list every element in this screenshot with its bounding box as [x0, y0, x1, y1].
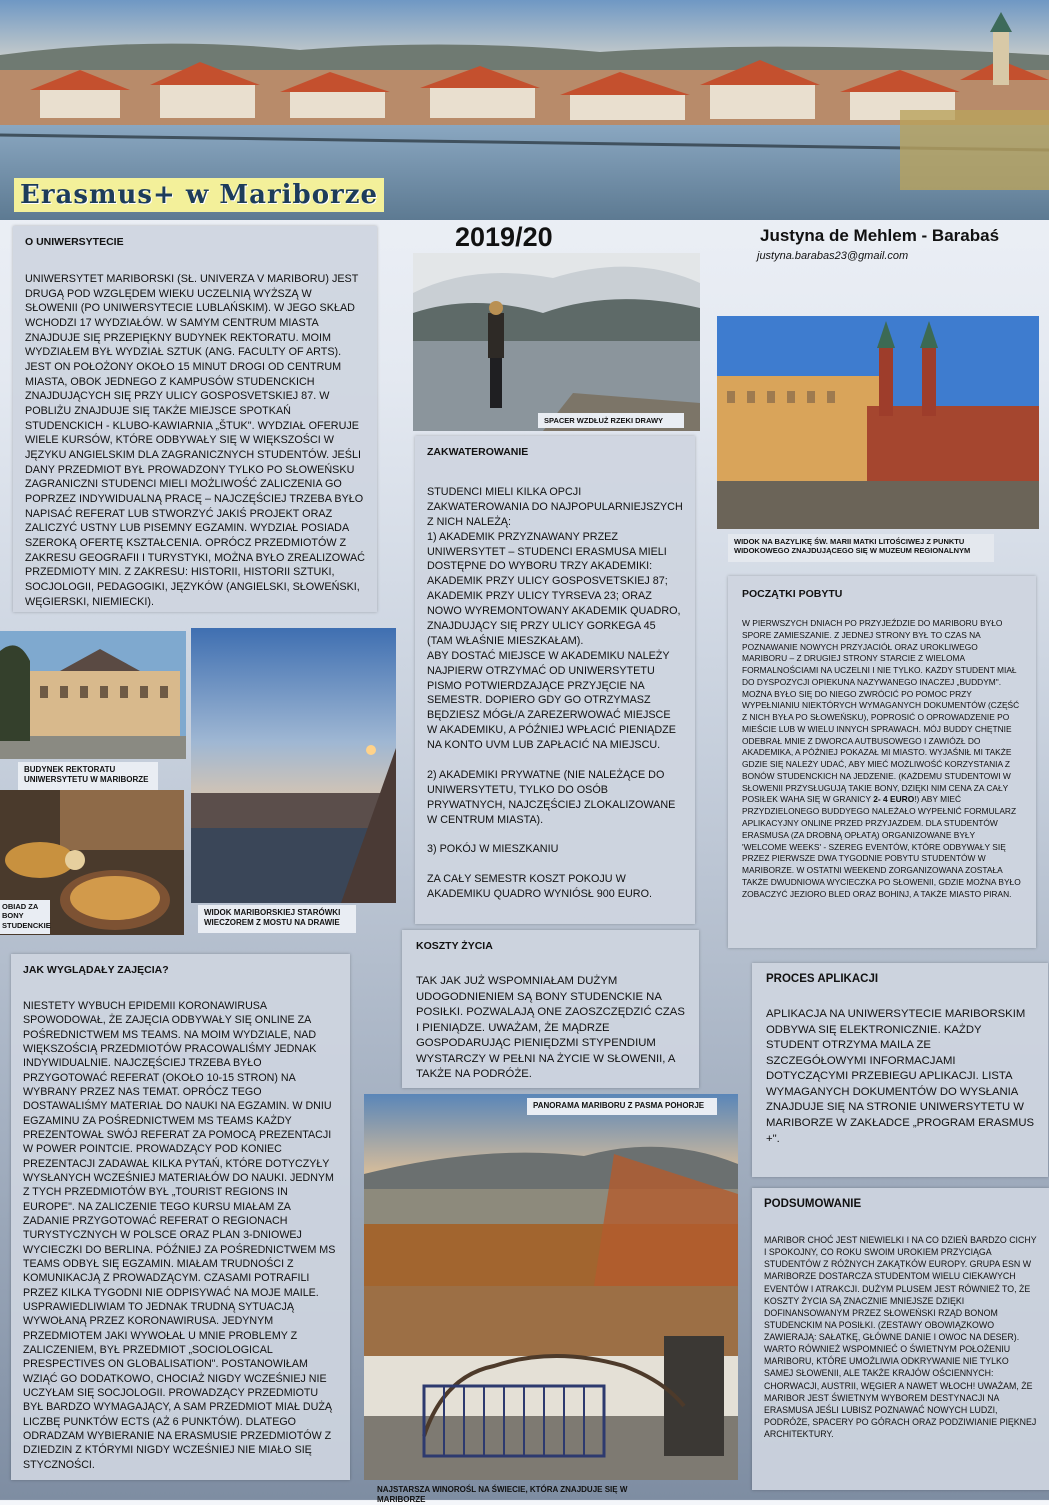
photo-oldest-vine — [364, 1286, 738, 1480]
basilica-illustration — [717, 316, 1039, 529]
section-heading: JAK WYGLĄDAŁY ZAJĘCIA? — [23, 964, 169, 976]
section-body: STUDENCI MIELI KILKA OPCJI ZAKWATEROWANIA DO NAJPOPULARNIEJSZYCH Z NICH NALEŻĄ: 1) AKADEMIK PRZYZNAWANY PRZEZ UNIWERSYTET – STUDENCI ERASMUSA MIELI DOSTĘPNE DO WYBORU TRZY AKADEMIKI: AKADEMIK PRZY ULICY GOSPOSVETSKIEJ 87; AKADEMIK PRZY ULICY TYRSEVA 23; ORAZ NOWO WYREMONTOWANY AKADEMIK QUADRO, ZNAJDUJĄCY SIĘ PRZY ULICY GORKEGA 45 (TAM WŁAŚNIE MIESZKAŁAM). ABY DOSTAĆ MIEJSCE W AKADEMIKU NALEŻY NAJPIERW OTRZYMAĆ OD UNIWERSYTETU PISMO POTWIERDZAJĄCE PRZYJĘCIE NA SEMESTR. DOPIERO GDY GO OTRZYMASZ BĘDZIESZ MÓGŁ/A ZAREZERWOWAĆ MIEJSCE W AKADEMIKU, A PÓŹNIEJ WPŁACIĆ PIENIĄDZE NA KONTO UVM LUB ZAPŁACIĆ NA MIEJSCU. 2) AKADEMIKI PRYWATNE (NIE NALEŻĄCE DO UNIWERSYTETU, TYLKO DO OSÓB PRYWATNYCH, NAJCZĘŚCIEJ ZLOKALIZOWANE W CENTRUM MIASTA). 3) POKÓJ W MIESZKANIU ZA CAŁY SEMESTR KOSZT POKOJU W AKADEMIKU QUADRO WYNIÓSŁ 900 EURO. — [427, 486, 683, 901]
section-body: MARIBOR CHOĆ JEST NIEWIELKI I NA CO DZIEŃ BARDZO CICHY I SPOKOJNY, CO ROKU SWOIM UROKIEM PRZYCIĄGA STUDENTÓW Z RÓŻNYCH ZAKĄTKÓW EUROPY. GRUPA ESN W MARIBORZE DOSTARCZA STUDENTOM WIELU CIEKAWYCH EVENTÓW I ATRAKCJI. DUŻYM PLUSEM JEST RÓWNIEŻ TO, ŻE KOSZTY ŻYCIA SĄ ZNACZNIE MNIEJSZE DZIĘKI DOFINANSOWANYM PRZEZ SŁOWEŃSKI RZĄD BONOM STUDENCKIM NA POSIŁKI. (ZESTAWY OBOWIĄZKOWO ZAWIERAJĄ: SAŁATKĘ, GŁÓWNE DANIE I OWOC NA DESER). WARTO RÓWNIEŻ WSPOMNIEĆ O ŚWIETNYM POŁOŻENIU MARIBORU, KTÓRE UMOŻLIWIA ODKRYWANIE NIE TYLKO SAMEJ SŁOWENII, ALE TAKŻE KRAJÓW OŚCIENNYCH: CHORWACJI, AUSTRII, WĘGIER A NAWET WŁOCH! UWAŻAM, ŻE MARIBOR JEST ŚWIETNYM WYBOREM DESTYNACJI NA ERASMUSA JEŚLI LUBISZ POZNAWAĆ NOWYCH LUDZI, PODRÓŻE, SPACERY PO GÓRACH ORAZ PODZIWIANIE PIĘKNEJ ARCHITEKTURY. — [764, 1235, 1037, 1439]
photo-rectorate — [0, 631, 186, 759]
section-classes — [11, 954, 350, 1480]
section-body — [742, 618, 1022, 900]
section-heading: ZAKWATEROWANIE — [427, 446, 529, 458]
section-heading: PODSUMOWANIE — [764, 1198, 862, 1210]
academic-year: 2019/20 — [455, 222, 553, 252]
caption-panorama: PANORAMA MARIBORU Z PASMA POHORJE — [527, 1098, 717, 1115]
photo-basilica — [717, 316, 1039, 529]
poster-title-text: Erasmus+ w Mariborze — [20, 180, 379, 210]
section-beginnings — [728, 576, 1036, 948]
caption-vine: NAJSTARSZA WINOROŚL NA ŚWIECIE, KTÓRA ZNAJDUJE SIĘ W MARIBORZE — [377, 1485, 628, 1504]
photo-panorama — [364, 1094, 738, 1286]
rectorate-illustration — [0, 631, 186, 759]
section-costs — [402, 930, 699, 1088]
section-body-start: W PIERWSZYCH DNIACH PO PRZYJEŹDZIE DO MARIBORU BYŁO SPORE ZAMIESZANIE. Z JEDNEJ STRONY BYŁ TO CZAS NA POZNAWANIE NOWYCH PRZYJACIÓŁ ORAZ UROKLIWEGO MARIBORU – Z DRUGIEJ STRONY STARCIE Z WIELOMA FORMALNOŚCIAMI NA UCZELNI I NIE TYLKO. KAŻDY STUDENT MIAŁ DO DYSPOZYCJI OPIEKUNA NAZYWANEGO INACZEJ „BUDDYM". MOŻNA BYŁO SIĘ DO NIEGO ZWRÓCIĆ PO POMOC PRZY WYPEŁNIANIU NIEKTÓRYCH WYMAGANYCH DOKUMENTÓW (CZĘŚĆ Z NICH BYŁA PO SŁOWEŃSKU), POPROSIĆ O OPROWADZENIE PO MIEŚCIE LUB W WIELU INNYCH SPRAWACH. MÓJ BUDDY CHĘTNIE ODEBRAŁ MNIE Z DWORCA AUTBUSOWEGO I ZAWIÓZŁ DO AKADEMIKA, A PÓŹNIEJ POKAZAŁ MI MIASTO. WYJAŚNIŁ MI TAKŻE GDZIE SIĘ NALEŻY UDAĆ, ABY MIEĆ MOŻLIWOŚĆ KORZYSTANIA Z BONÓW STUDENCKICH NA JEDZENIE. (KAŻDEMU STUDENTOWI W SŁOWENII PRZYSŁUGUJĄ TAKIE BONY, DZIĘKI NIM CENA ZA CAŁY POSIŁEK WAHA SIĘ W GRANICY — [742, 618, 1020, 805]
section-body: APLIKACJA NA UNIWERSYTECIE MARIBORSKIM ODBYWA SIĘ ELEKTRONICZNIE. KAŻDY STUDENT OTRZYMA MAILA ZE SZCZEGÓŁOWYMI INFORMACJAMI DOTYCZĄCYMI PRZEBIEGU APLIKACJI. LISTA WYMAGANYCH DOKUMENTÓW DO WYSŁANIA ZNAJDUJE SIĘ NA STRONIE UNIWERSYTETU W MARIBORZE W ZAKŁADCE „PROGRAM ERASMUS +". — [766, 1008, 1035, 1145]
section-body: TAK JAK JUŻ WSPOMNIAŁAM DUŻYM UDOGODNIENIEM SĄ BONY STUDENCKIE NA POSIŁKI. POZWALAJĄ ONE ZAOSZCZĘDZIĆ CZAS I PIENIĄDZE. UWAŻAM, ŻE MĄDRZE GOSPODARUJĄC PIENIĘDZMI STYPENDIUM WYSTARCZY W PEŁNI NA ŻYCIE W SŁOWENII, A TAKŻE NA PODRÓŻE. — [416, 975, 685, 1081]
section-application — [752, 963, 1048, 1177]
section-body: UNIWERSYTET MARIBORSKI (SŁ. UNIVERZA V MARIBORU) JEST DRUGĄ POD WZGLĘDEM WIEKU UCZELNIĄ WYŻSZĄ W SŁOWENII (PO UNIWERSYTECIE LUBLAŃSKIM). W JEGO SKŁAD WCHODZI 17 WYDZIAŁÓW. W SAMYM CENTRUM MIASTA ZNAJDUJE SIĘ PRZEPIĘKNY BUDYNEK REKTORATU. MOIM WYDZIAŁEM BYŁ WYDZIAŁ SZTUK (ANG. FACULTY OF ARTS). JEST ON POŁOŻONY OKOŁO 15 MINUT DROGI OD CENTRUM MIASTA, OBOK JEDNEGO Z KAMPUSÓW STUDENCKICH ZNAJDUJĄCYCH SIĘ PRZY ULICY GOSPOSVETSKIEJ 87. W POBLIŻU ZNAJDUJE SIĘ TAKŻE MIEJSCE SPOTKAŃ STUDENCKICH - KLUBO-KAWIARNIA „ŠTUK". WYDZIAŁ OFERUJE WIELE KURSÓW, KTÓRE ODBYWAŁY SIĘ W WIĘKSZOŚCI W JĘZYKU ANGIELSKIM DLA ZAGRANICZNYCH STUDENTÓW. JEŚLI DANY PRZEDMIOT BYŁ PROWADZONY TYLKO PO SŁOWEŃSKU ZAGRANICZNI STUDENCI MIELI MOŻLIWOŚĆ ZALICZENIA GO POPRZEZ INDYWIDUALNĄ PRACĘ – NAJCZĘŚCIEJ TRZEBA BYŁO NAPISAĆ REFERAT LUB STWORZYĆ JAKIŚ PROJEKT ORAZ ZALICZYĆ USTNY LUB PISEMNY EGZAMIN. WYDZIAŁ POSIADA SZEROKĄ OFERTĘ KSZTAŁCENIA. OPRÓCZ PRZEDMIOTÓW Z ZAKRESU GEOGRAFII I TURYSTYKI, MOŻNA BYŁO ZREALIZOWAĆ PRZEDMIOTY MIN. Z ZAKRESU: HISTORII, HISTORII SZTUKI, SOCJOLOGII, PEDAGOGIKI, JĘZYKÓW (ANGIELSKI, SŁOWEŃSKI, WĘGIERSKI, NIEMIECKI). — [25, 273, 365, 608]
section-body-highlight: 2- 4 EURO — [873, 794, 915, 805]
panorama-illustration — [364, 1094, 738, 1286]
section-body-end: !) ABY MIEĆ PRZYDZIELONEGO BUDDYEGO NALEŻAŁO WYPEŁNIĆ FORMULARZ APLIKACYJNY ONLINE PRZED PRZYJAZDEM. DLA STUDENTÓW ERASMUSA (ZA DROBNĄ OPŁATĄ) ORGANIZOWANE BYŁY 'WELCOME WEEKS' - SZEREG EVENTÓW, KTÓRE ODBYWAŁY SIĘ PRZEZ PIERWSZE DWA TYGODNIE POBYTU STUDENTÓW W MARIBORZE. W OSTATNI WEEKEND ZORGANIZOWANA ZOSTAŁA TAKŻE DWUDNIOWA WYCIECZKA PO SŁOWENII, GDZIE MOŻNA BYŁO ZOBACZYĆ JEZIORO BLED ORAZ BOHINJ, A TAKŻE MIASTO PIRAN. — [742, 794, 1021, 899]
caption-oldtown: WIDOK MARIBORSKIEJ STARÓWKI WIECZOREM Z MOSTU NA DRAWIE — [198, 905, 356, 933]
photo-drava-walk — [413, 253, 700, 431]
section-accommodation — [415, 436, 695, 924]
lake-illustration — [413, 253, 700, 431]
section-body: NIESTETY WYBUCH EPIDEMII KORONAWIRUSA SPOWODOWAŁ, ŻE ZAJĘCIA ODBYWAŁY SIĘ ONLINE ZA POŚREDNICTWEM MS TEAMS. NA MOIM WYDZIALE, NAD WIĘKSZOŚCIĄ PRZEDMIOTÓW PRACOWALIŚMY JEDNAK INDYWIDUALNIE. NAJCZĘŚCIEJ TRZEBA BYŁO PRZYGOTOWAĆ REFERAT (OKOŁO 10-15 STRON) NA WYBRANY PRZEZ NAS TEMAT. OPRÓCZ TEGO DOSTAWALIŚMY MATERIAŁ DO NAUKI NA EGZAMIN. W DNIU EGZAMINU ZA POŚREDNICTWEM MS TEAMS KAŻDY PREZENTOWAŁ SWÓJ REFERAT ZA POMOCĄ PREZENTACJI W POWER POINTCIE. PROWADZĄCY POD KONIEC PREZENTACJI ZADAWAŁ KILKA PYTAŃ, KTÓRE DOTYCZYŁY WYSŁANYCH WCZEŚNIEJ MATERIAŁÓW DO NAUKI. JEDNYM Z TYCH PRZEDMIOTÓW BYŁ „TOURIST REGIONS IN EUROPE". NA ZALICZENIE TEGO KURSU MIAŁAM ZA ZADANIE PRZYGOTOWAĆ REFERAT O REGIONACH TURYSTYCZNYCH W POLSCE ORAZ PLAN 3-DNIOWEJ WYCIECZKI DO BERLINA. PÓŹNIEJ ZA POŚREDNICTWEM MS TEAMS ODBYŁ SIĘ EGZAMIN. MIAŁAM TRUDNOŚCI Z KOMUNIKACJĄ Z PROWADZĄCYM. CZASAMI POTRAFILI PRZEZ KILKA TYGODNI NIE ODPISYWAĆ NA MOJE MAILE. USPRAWIEDLIWIAM TO JEDNAK TRUDNĄ SYTUACJĄ WYWOŁANĄ PRZEZ KORONAWIRUSA. JEDYNYM PRZEDMIOTEM JAKI WYWOŁAŁ U MNIE PROBLEMY Z ZALICZENIEM, BYŁ PRZEDMIOT „SOCIOLOGICAL PRESPECTIVES ON GLOBALISATION". POSTANOWIŁAM WZIĄĆ GO DODATKOWO, CHOCIAŻ NIGDY WCZEŚNIEJ NIE UCZYŁAM SIĘ SOCJOLOGII. PROWADZĄCY PRZEDMIOTU BYŁ BARDZO WYMAGAJĄCY, A SAM PRZEDMIOT MIAŁ DUŻĄ LICZBĘ PUNKTÓW ECTS (AŻ 6 PUNKTÓW). DLATEGO ODRADZAM WYBIERANIE NA ERASMUSIE PRZEDMIOTÓW Z DZIEDZIN Z KTÓRYMI NIGDY WCZEŚNIEJ NIE MIAŁO SIĘ STYCZNOŚCI. — [23, 1000, 336, 1471]
section-university — [13, 226, 377, 612]
photo-oldtown-evening — [191, 628, 396, 903]
vine-house-illustration — [364, 1286, 738, 1480]
section-heading: KOSZTY ŻYCIA — [416, 940, 493, 952]
caption-lunch: OBIAD ZA BONY STUDENCKIE — [0, 900, 50, 934]
section-heading: O UNIWERSYTECIE — [25, 236, 124, 248]
oldtown-illustration — [191, 628, 396, 903]
caption-drava: SPACER WZDŁUŻ RZEKI DRAWY — [538, 413, 684, 428]
poster-title — [14, 178, 384, 212]
section-heading: POCZĄTKI POBYTU — [742, 588, 843, 600]
caption-rectorate: BUDYNEK REKTORATU UNIWERSYTETU W MARIBORZE — [18, 762, 158, 790]
author-email[interactable]: justyna.barabas23@gmail.com — [757, 250, 909, 262]
section-summary — [752, 1188, 1049, 1490]
section-heading: PROCES APLIKACJI — [766, 973, 879, 985]
author-name: Justyna de Mehlem - Barabaś — [760, 226, 1000, 245]
caption-basilica: WIDOK NA BAZYLIKĘ ŚW. MARII MATKI LITOŚCIWEJ Z PUNKTU WIDOKOWEGO ZNAJDUJĄCEGO SIĘ W MUZEUM REGIONALNYM — [728, 534, 994, 562]
